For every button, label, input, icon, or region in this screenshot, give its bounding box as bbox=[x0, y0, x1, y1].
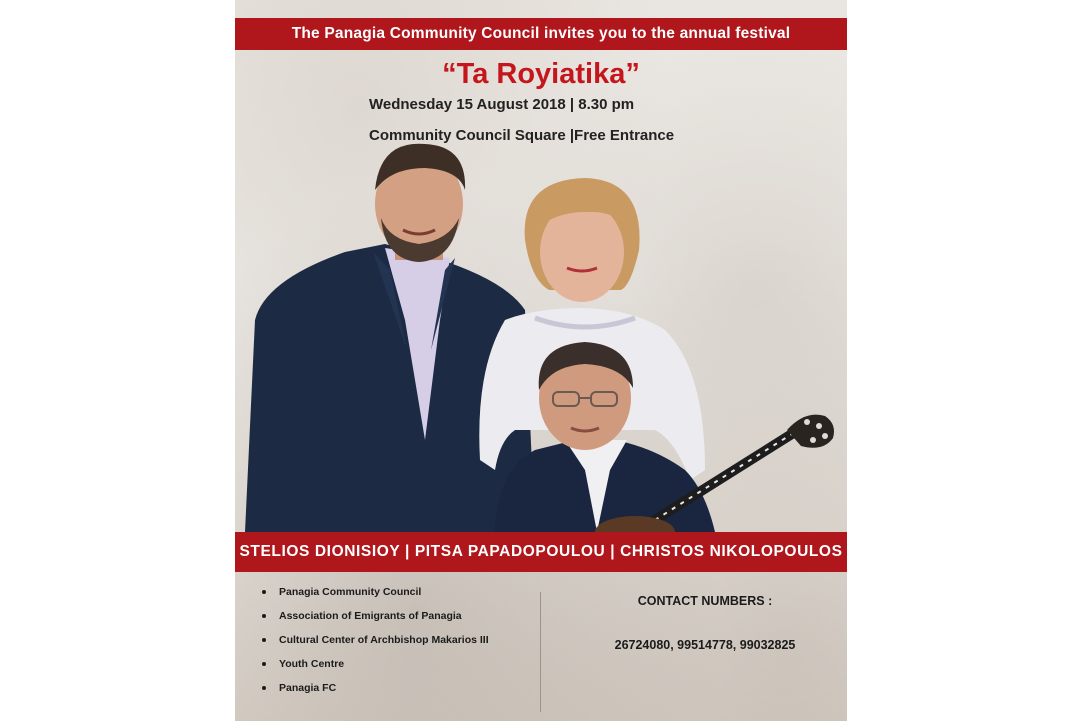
contact-numbers: 26724080, 99514778, 99032825 bbox=[614, 638, 796, 652]
organizer-item: Cultural Center of Archbishop Makarios III bbox=[259, 628, 489, 652]
invite-banner: The Panagia Community Council invites you to the annual festival bbox=[235, 18, 847, 50]
date-time-text: Wednesday 15 August 2018 | 8.30 pm bbox=[369, 96, 635, 113]
performers-banner: STELIOS DIONISIOY | PITSA PAPADOPOULOU | CHRISTOS NIKOLOPOULOS bbox=[235, 532, 847, 572]
performers-photo bbox=[235, 140, 847, 532]
venue-text: Community Council Square |Free Entrance bbox=[369, 127, 675, 144]
festival-title: “Ta Royiatika” bbox=[442, 58, 640, 90]
organizer-item: Panagia FC bbox=[259, 676, 489, 700]
organizers-list bbox=[259, 580, 489, 700]
festival-poster bbox=[235, 0, 847, 721]
organizer-item: Panagia Community Council bbox=[259, 580, 489, 604]
organizer-item: Association of Emigrants of Panagia bbox=[259, 604, 489, 628]
section-divider bbox=[540, 592, 541, 712]
contact-title: CONTACT NUMBERS : bbox=[637, 594, 773, 608]
organizer-item: Youth Centre bbox=[259, 652, 489, 676]
